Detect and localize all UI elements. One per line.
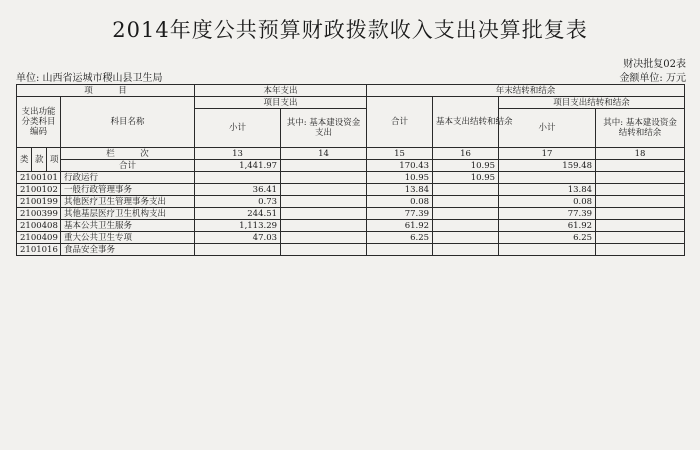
row-cell — [281, 184, 367, 196]
row-cell — [281, 172, 367, 184]
row-name: 食品安全事务 — [61, 244, 195, 256]
col-num-16: 16 — [433, 148, 499, 160]
header-row-2 — [17, 97, 685, 109]
row-name: 其他医疗卫生管理事务支出 — [61, 196, 195, 208]
table-row — [17, 232, 685, 244]
row-cell: 36.41 — [195, 184, 281, 196]
row-cell: 244.51 — [195, 208, 281, 220]
row-name: 其他基层医疗卫生机构支出 — [61, 208, 195, 220]
row-cell — [433, 196, 499, 208]
column-number-row — [17, 148, 685, 160]
row-cell — [596, 196, 685, 208]
header-year-end: 年末结转和结余 — [367, 85, 685, 97]
row-cell — [499, 244, 596, 256]
table-row — [17, 220, 685, 232]
row-cell: 61.92 — [499, 220, 596, 232]
row-code: 2100102 — [17, 184, 61, 196]
col-num-17: 17 — [499, 148, 596, 160]
col-num-15: 15 — [367, 148, 433, 160]
row-cell: 61.92 — [367, 220, 433, 232]
row-code: 2100408 — [17, 220, 61, 232]
money-unit: 金额单位: 万元 — [619, 73, 686, 84]
header-project-carryover: 项目支出结转和结余 — [499, 97, 685, 109]
header-kuan: 款 — [32, 148, 47, 172]
row-name: 行政运行 — [61, 172, 195, 184]
unit-label: 单位: 山西省运城市稷山县卫生局 — [16, 73, 163, 84]
form-code: 财决批复02表 — [623, 59, 686, 70]
table-row — [17, 208, 685, 220]
total-cell — [596, 160, 685, 172]
table-row — [17, 184, 685, 196]
row-cell — [195, 244, 281, 256]
row-cell: 13.84 — [499, 184, 596, 196]
total-cell: 10.95 — [433, 160, 499, 172]
row-code: 2100101 — [17, 172, 61, 184]
row-cell: 6.25 — [499, 232, 596, 244]
col-num-14: 14 — [281, 148, 367, 160]
total-label: 合计 — [61, 160, 195, 172]
row-cell — [596, 232, 685, 244]
header-subject-name: 科目名称 — [61, 97, 195, 148]
row-cell: 0.08 — [499, 196, 596, 208]
header-basic-construction-carryover: 其中: 基本建设资金结转和结余 — [596, 109, 685, 148]
total-cell: 1,441.97 — [195, 160, 281, 172]
row-cell: 10.95 — [433, 172, 499, 184]
row-name: 基本公共卫生服务 — [61, 220, 195, 232]
row-code: 2100199 — [17, 196, 61, 208]
row-cell — [499, 172, 596, 184]
row-cell — [596, 208, 685, 220]
table-row — [17, 172, 685, 184]
row-cell — [281, 208, 367, 220]
header-basic-construction: 其中: 基本建设资金支出 — [281, 109, 367, 148]
row-cell — [433, 220, 499, 232]
budget-table — [16, 84, 685, 256]
header-subtotal2: 小计 — [499, 109, 596, 148]
row-code: 2101016 — [17, 244, 61, 256]
col-num-13: 13 — [195, 148, 281, 160]
page-title: 2014年度公共预算财政拨款收入支出决算批复表 — [112, 18, 588, 42]
row-cell — [281, 244, 367, 256]
row-cell: 0.08 — [367, 196, 433, 208]
row-name: 一般行政管理事务 — [61, 184, 195, 196]
header-total: 合计 — [367, 97, 433, 148]
row-cell — [596, 244, 685, 256]
row-cell: 10.95 — [367, 172, 433, 184]
row-cell — [433, 208, 499, 220]
header-current-year: 本年支出 — [195, 85, 367, 97]
row-code: 2100399 — [17, 208, 61, 220]
total-cell: 170.43 — [367, 160, 433, 172]
row-cell — [281, 232, 367, 244]
row-cell — [433, 184, 499, 196]
row-cell — [433, 232, 499, 244]
header-row-1 — [17, 85, 685, 97]
total-cell — [281, 160, 367, 172]
row-cell — [195, 172, 281, 184]
row-code: 2100409 — [17, 232, 61, 244]
header-item: 项 目 — [17, 85, 195, 97]
row-cell: 77.39 — [367, 208, 433, 220]
row-name: 重大公共卫生专项 — [61, 232, 195, 244]
row-cell: 1,113.29 — [195, 220, 281, 232]
row-cell: 77.39 — [499, 208, 596, 220]
header-subtotal: 小计 — [195, 109, 281, 148]
table-row — [17, 196, 685, 208]
row-cell — [433, 244, 499, 256]
row-cell — [596, 184, 685, 196]
table-row — [17, 244, 685, 256]
row-cell: 13.84 — [367, 184, 433, 196]
col-num-18: 18 — [596, 148, 685, 160]
total-row — [17, 160, 685, 172]
row-cell — [367, 244, 433, 256]
header-xiang: 项 — [47, 148, 61, 172]
header-basic-carryover: 基本支出结转和结余 — [433, 97, 499, 148]
header-column-no: 栏 次 — [61, 148, 195, 160]
row-cell — [596, 220, 685, 232]
header-project-expense: 项目支出 — [195, 97, 367, 109]
header-lei: 类 — [17, 148, 32, 172]
row-cell: 47.03 — [195, 232, 281, 244]
row-cell: 0.73 — [195, 196, 281, 208]
row-cell — [281, 196, 367, 208]
total-cell: 159.48 — [499, 160, 596, 172]
row-cell — [596, 172, 685, 184]
header-code-col: 支出功能分类科目编码 — [17, 97, 61, 148]
row-cell: 6.25 — [367, 232, 433, 244]
row-cell — [281, 220, 367, 232]
